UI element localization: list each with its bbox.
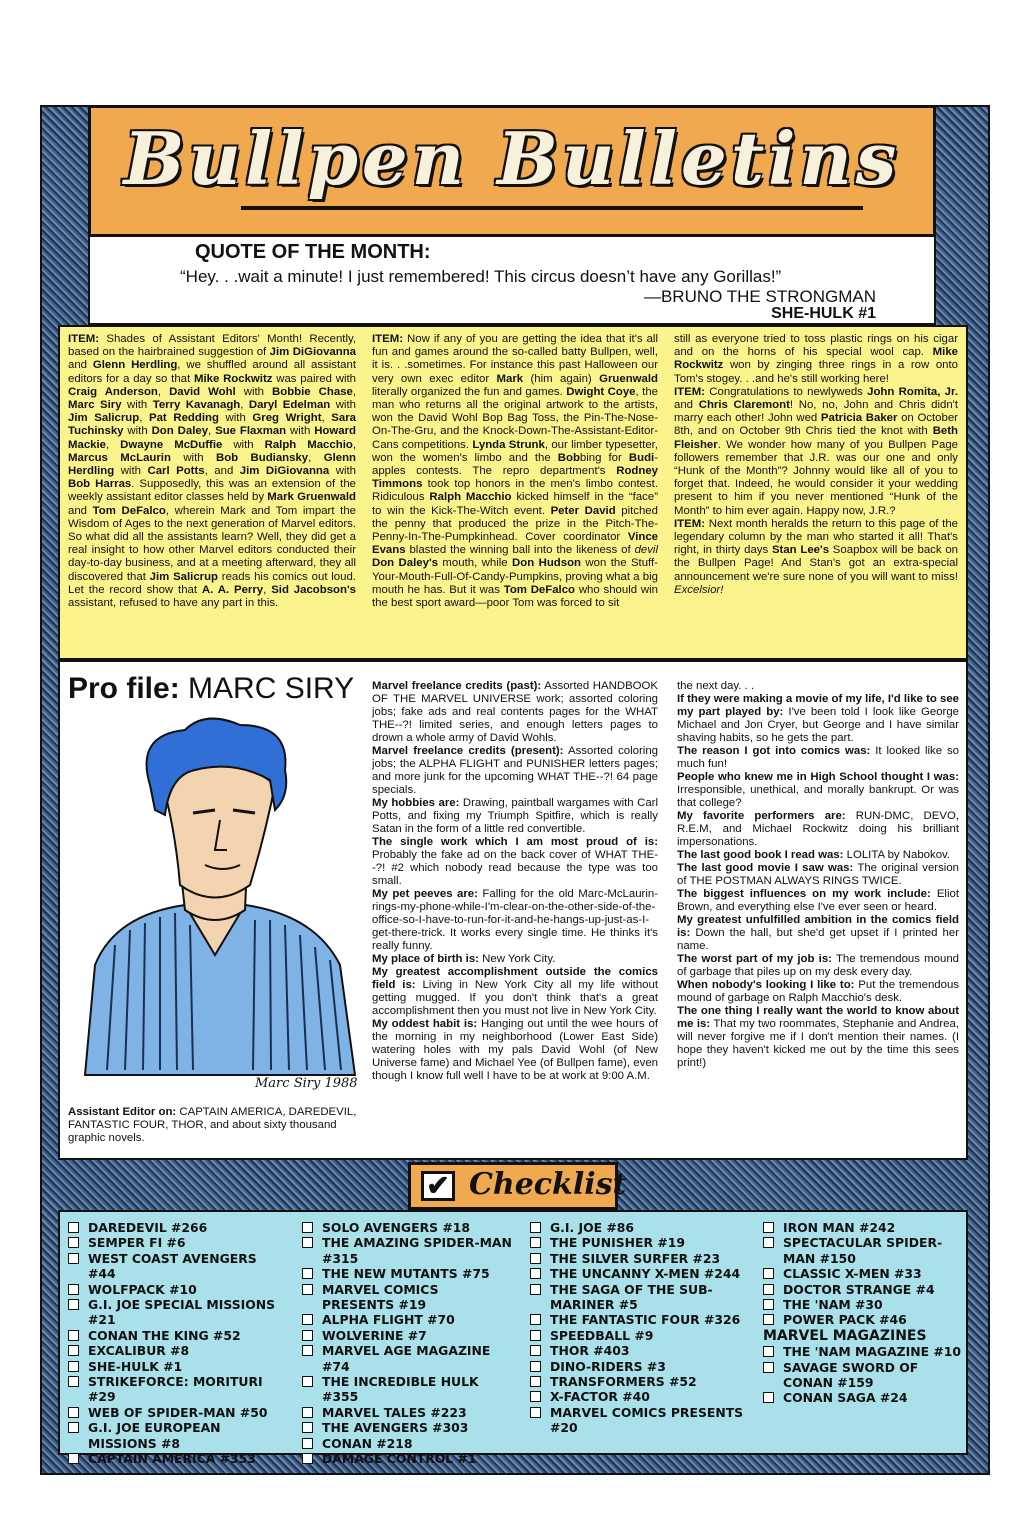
- checklist-item[interactable]: [530, 1389, 750, 1404]
- checkbox[interactable]: [68, 1237, 79, 1248]
- marvel-magazines-heading: MARVEL MAGAZINES: [763, 1327, 927, 1344]
- checklist-item[interactable]: [68, 1359, 278, 1374]
- checklist-item[interactable]: [302, 1328, 512, 1343]
- profile-name: MARC SIRY: [188, 672, 355, 705]
- quote-heading: QUOTE OF THE MONTH:: [195, 241, 431, 263]
- checklist-item-label: THOR #403: [550, 1343, 630, 1359]
- checkbox[interactable]: [302, 1314, 313, 1325]
- checkbox[interactable]: [530, 1222, 541, 1233]
- checklist-item[interactable]: [302, 1343, 512, 1374]
- checkbox[interactable]: [530, 1314, 541, 1325]
- checkbox[interactable]: [68, 1284, 79, 1295]
- checklist-item[interactable]: [302, 1451, 512, 1466]
- checkbox[interactable]: [530, 1284, 541, 1295]
- profile-label: Pro file:: [68, 672, 180, 705]
- checklist-item[interactable]: [302, 1312, 512, 1327]
- checklist-item[interactable]: [530, 1235, 750, 1250]
- banner-underline: [241, 206, 863, 210]
- checklist-item-label: G.I. JOE SPECIAL MISSIONS #21: [88, 1297, 276, 1328]
- checklist-item[interactable]: [763, 1297, 963, 1312]
- checklist-item-label: SOLO AVENGERS #18: [322, 1220, 470, 1235]
- checkbox[interactable]: [530, 1345, 541, 1356]
- checklist-item-label: THE AMAZING SPIDER-MAN #315: [322, 1235, 512, 1266]
- checklist-item[interactable]: [302, 1220, 512, 1235]
- checklist-item-label: THE SAGA OF THE SUB-MARINER #5: [550, 1281, 713, 1313]
- quote-source: SHE-HULK #1: [771, 305, 876, 322]
- checklist-item-label: G.I. JOE #86: [550, 1220, 635, 1235]
- checklist-item[interactable]: [530, 1266, 750, 1281]
- checklist-item-label: SHE-HULK #1: [88, 1358, 183, 1374]
- checkbox[interactable]: [763, 1314, 774, 1325]
- checklist-column-4-list: [763, 1220, 963, 1328]
- checkbox[interactable]: [763, 1299, 774, 1310]
- portrait-signature: Marc Siry 1988: [255, 1076, 358, 1091]
- checklist-item[interactable]: [68, 1251, 278, 1282]
- checklist-item[interactable]: [530, 1220, 750, 1235]
- checklist-item[interactable]: [763, 1390, 963, 1405]
- checklist-item[interactable]: [530, 1374, 750, 1389]
- checklist-item[interactable]: [68, 1374, 278, 1405]
- checkmark-icon: ✔: [421, 1171, 455, 1201]
- checklist-item[interactable]: [68, 1235, 278, 1250]
- profile-title: [68, 672, 354, 706]
- checklist-item[interactable]: [68, 1405, 278, 1420]
- checkbox[interactable]: [302, 1438, 313, 1449]
- checklist-item-label: CONAN THE KING #52: [88, 1327, 241, 1343]
- checkbox[interactable]: [530, 1237, 541, 1248]
- checklist-banner: [408, 1162, 627, 1210]
- checklist-item-label: SPECTACULAR SPIDER-MAN #150: [783, 1235, 943, 1266]
- checklist-item-label: THE SILVER SURFER #23: [550, 1250, 721, 1266]
- checkbox[interactable]: [68, 1345, 79, 1356]
- checkbox[interactable]: [302, 1237, 313, 1248]
- checkbox[interactable]: [763, 1392, 774, 1403]
- checklist-item[interactable]: [302, 1235, 512, 1266]
- checkbox[interactable]: [530, 1407, 541, 1418]
- checklist-item-label: DAREDEVIL #266: [88, 1220, 208, 1235]
- checklist-item-label: EXCALIBUR #8: [88, 1343, 190, 1359]
- checklist-item[interactable]: [530, 1251, 750, 1266]
- checklist-item-label: THE 'NAM MAGAZINE #10: [783, 1344, 962, 1360]
- checklist-item[interactable]: [763, 1312, 963, 1327]
- checklist-item-label: IRON MAN #242: [783, 1220, 896, 1235]
- checklist-item-label: X-FACTOR #40: [550, 1389, 650, 1405]
- checkbox[interactable]: [763, 1362, 774, 1373]
- checklist-item[interactable]: [763, 1282, 963, 1297]
- checkbox[interactable]: [302, 1268, 313, 1279]
- checklist-item[interactable]: [763, 1235, 963, 1266]
- checklist-item-label: DINO-RIDERS #3: [550, 1358, 666, 1374]
- checkbox[interactable]: [763, 1346, 774, 1357]
- checkbox[interactable]: [68, 1299, 79, 1310]
- checklist-item[interactable]: [763, 1344, 963, 1359]
- checklist-item[interactable]: [763, 1220, 963, 1235]
- checklist-item-label: WEST COAST AVENGERS #44: [88, 1250, 257, 1282]
- checkbox[interactable]: [530, 1376, 541, 1387]
- checkbox[interactable]: [530, 1268, 541, 1279]
- checkbox[interactable]: [68, 1253, 79, 1264]
- checklist-item[interactable]: [68, 1220, 278, 1235]
- checklist-item-label: THE UNCANNY X-MEN #244: [550, 1266, 741, 1282]
- checklist-item[interactable]: [530, 1328, 750, 1343]
- checklist-item-label: MARVEL TALES #223: [322, 1404, 467, 1420]
- checklist-item-label: WEB OF SPIDER-MAN #50: [88, 1404, 268, 1420]
- checklist-item-label: CAPTAIN AMERICA #353: [88, 1451, 256, 1467]
- marc-siry-portrait: [75, 715, 365, 1095]
- checklist-item[interactable]: [68, 1343, 278, 1358]
- checklist-item-label: CONAN #218: [322, 1435, 413, 1451]
- checkbox[interactable]: [763, 1284, 774, 1295]
- checklist-item-label: TRANSFORMERS #52: [550, 1374, 697, 1390]
- checklist-item[interactable]: [302, 1266, 512, 1281]
- checklist-item-label: STRIKEFORCE: MORITURI #29: [88, 1374, 263, 1405]
- checklist-item-label: THE AVENGERS #303: [322, 1420, 469, 1436]
- checkbox[interactable]: [68, 1361, 79, 1372]
- checklist-column-4: [763, 1220, 963, 1406]
- checkbox[interactable]: [68, 1407, 79, 1418]
- checklist-item-label: THE FANTASTIC FOUR #326: [550, 1312, 741, 1328]
- checklist-column-1: [68, 1220, 278, 1467]
- checklist-item-label: THE NEW MUTANTS #75: [322, 1266, 490, 1282]
- checkbox[interactable]: [763, 1268, 774, 1279]
- checkbox[interactable]: [763, 1222, 774, 1233]
- checklist-item-label: THE INCREDIBLE HULK #355: [322, 1374, 479, 1405]
- profile-column-3: the next day. . . If they were making a movie of my life, I'd like to see my part played by: I've been told I look like George Michael and Jon Cryer, but George and I have similar shaving habits, so he gets the part. The reason I got into comics was: It looked like so much fun! People who knew me in High School thought I was: Irresponsible, unethical, and morally bankrupt. Or was that college? My favorite performers are: RUN-DMC, DEVO, R.E.M, and Michael Rockwitz doing his brilliant impersonations. The last good book I read was: LOLITA by Nabokov. The last good movie I saw was: The original version of THE POSTMAN ALWAYS RINGS TWICE. The biggest influences on my work include: Eliot Brown, and everything else I've ever seen or heard. My greatest unfulfilled ambition in the comics field is: Down the hall, but she'd get upset if I printed her name. The worst part of my job is: The tremendous mound of garbage that piles up on my desk every day. When nobody's looking I like to: Put the tremendous mound of garbage on Ralph Macchio's desk. The one thing I really want the world to know about me is: That my two roommates, Stephanie and Andrea, will never forgive me if I don't mention their names. (I hope they haven't kicked me out by the time this sees print!): [677, 680, 960, 1069]
- banner-title: Bullpen Bulletins: [123, 116, 901, 201]
- checklist-column-2: [302, 1220, 512, 1467]
- checklist-item[interactable]: [530, 1343, 750, 1358]
- checklist-item[interactable]: [68, 1420, 278, 1451]
- checkbox[interactable]: [68, 1376, 79, 1387]
- checkbox[interactable]: [302, 1407, 313, 1418]
- checkbox[interactable]: [302, 1422, 313, 1433]
- checklist-item-label: THE 'NAM #30: [783, 1297, 883, 1313]
- items-column-1: ITEM: Shades of Assistant Editors' Month! Recently, based on the hairbrained suggestion of Jim DiGiovanna and Glenn Herdling, we shuffled around all assistant editors for a day so that Mike Rockwitz was paired with Craig Anderson, David Wohl with Bobbie Chase, Marc Siry with Terry Kavanagh, Daryl Edelman with Jim Salicrup, Pat Redding with Greg Wright, Sara Tuchinsky with Don Daley, Sue Flaxman with Howard Mackie, Dwayne McDuffie with Ralph Macchio, Marcus McLaurin with Bob Budiansky, Glenn Herdling with Carl Potts, and Jim DiGiovanna with Bob Harras. Supposedly, this was an extension of the weekly assistant editor classes held by Mark Gruenwald and Tom DeFalco, wherein Mark and Tom impart the Wisdom of Ages to the next generation of Marvel editors. So what did all the assistants learn? Well, they did get a real insight to how other Marvel editors conducted their day-to-day business, and at a meeting afterward, they all discovered that Jim Salicrup reads his comics out loud. Let the record show that A. A. Perry, Sid Jacobson's assistant, refused to have any part in this.: [68, 333, 357, 610]
- checklist-item-label: MARVEL COMICS PRESENTS #20: [550, 1404, 744, 1436]
- checklist-item-label: MARVEL COMICS PRESENTS #19: [322, 1281, 439, 1313]
- checkbox[interactable]: [530, 1361, 541, 1372]
- checklist-item[interactable]: [68, 1282, 278, 1297]
- checklist-item-label: SAVAGE SWORD OF CONAN #159: [783, 1359, 919, 1391]
- checklist-item-label: CLASSIC X-MEN #33: [783, 1266, 922, 1282]
- checkbox[interactable]: [68, 1330, 79, 1341]
- checklist-column-3: [530, 1220, 750, 1436]
- checklist-item-label: WOLFPACK #10: [88, 1281, 197, 1297]
- checklist-item-label: MARVEL AGE MAGAZINE #74: [322, 1343, 491, 1374]
- checkbox[interactable]: [68, 1222, 79, 1233]
- checkbox[interactable]: [302, 1345, 313, 1356]
- checklist-item[interactable]: [302, 1405, 512, 1420]
- items-column-2: ITEM: Now if any of you are getting the idea that it's all fun and games around the so-called batty Bullpen, well, it is. . .sometimes. For instance this past Halloween our very own exec editor Mark (him again) Gruenwald literally organized the fun and games. Dwight Coye, the man who returns all the original artwork to the artists, won the David Wohl Bop Bag Toss, the Pin-The-Nose-On-The-Gru, and the Knock-Down-The-Assistant-Editor-Cans competitions. Lynda Strunk, our limber typesetter, won the women's limbo and the Bobbing for Budi-apples contests. The repro department's Rodney Timmons took top honors in the men's limbo contest. Ridiculous Ralph Macchio kicked himself in the “face” to win the Kick-The-Witch event. Peter David pitched the penny that produced the prize in the Pitch-The-Penny-In-The-Pumpkinhead. Cover coordinator Vince Evans blasted the winning ball into the likeness of devil Don Daley's mouth, while Don Hudson won the Stuff-Your-Mouth-Full-Of-Candy-Pumpkins, proving what a big mouth he has. But it was Tom DeFalco who should win the best sport award—poor Tom was forced to sit: [372, 333, 659, 610]
- checklist-item-label: DOCTOR STRANGE #4: [783, 1281, 935, 1297]
- profile-column-2: Marvel freelance credits (past): Assorted HANDBOOK OF THE MARVEL UNIVERSE work; assorted coloring jobs; fake ads and real contents pages for the WHAT THE--?! limited series, and enough letters pages to drown a whole army of David Wohls. Marvel freelance credits (present): Assorted coloring jobs; the ALPHA FLIGHT and PUNISHER letters pages; and more junk for the upcoming WHAT THE--?! 64 page specials. My hobbies are: Drawing, paintball wargames with Carl Potts, and fixing my Triumph Spitfire, which is really Satan in the form of a little red convertible. The single work which I am most proud of is: Probably the fake ad on the back cover of WHAT THE--?! #2 which nobody read because the type was too small. My pet peeves are: Falling for the old Marc-McLaurin-rings-my-phone-while-I'm-clear-on-the-other-side-of-the-office-so-I-have-to-run-for-it-and-he-hangs-up-just-as-I-get-there-trick. It works every single time. He thinks it's really funny. My place of birth is: New York City. My greatest accomplishment outside the comics field is: Living in New York City all my life without getting mugged. If you don't think that's a great accomplishment then you must not live in New York City. My oddest habit is: Hanging out until the wee hours of the morning in my neighborhood (Lower East Side) watering holes with my pals David Wohl (of New Universe fame) and Michael Yee (of Bullpen fame), even though I know full well I have to be at work at 9:00 A.M.: [372, 680, 659, 1082]
- checklist-item[interactable]: [302, 1420, 512, 1435]
- checkbox[interactable]: [302, 1284, 313, 1295]
- checklist-item[interactable]: [302, 1282, 512, 1313]
- items-column-3: still as everyone tried to toss plastic rings on his cigar and on the horns of his special wool cap. Mike Rockwitz won by zinging three rings in a row onto Tom's stogey. . .and he's still working here! ITEM: Congratulations to newlyweds John Romita, Jr. and Chris Claremont! No, no, John and Chris didn't marry each other! John wed Patricia Baker on October 8th, and on October 9th Chris tied the knot with Beth Fleisher. We wonder how many of you Bullpen Page followers remember that J.R. was our one and only “Hunk of the Month”? Johnny would like all of you to forget that. Indeed, he would consider it your wedding present to him if you never mentioned “Hunk of the Month” to him ever again. Happy now, J.R.? ITEM: Next month heralds the return to this page of the legendary column by the man who started it all! That's right, in thirty days Stan Lee's Soapbox will be back on the Bullpen Page! And Stan's got an extra-special announcement we're sure none of you will want to miss! Excelsior!: [674, 333, 958, 596]
- checklist-item-label: G.I. JOE EUROPEAN MISSIONS #8: [88, 1420, 221, 1451]
- checkbox[interactable]: [68, 1453, 79, 1464]
- checklist-item[interactable]: [530, 1359, 750, 1374]
- checkbox[interactable]: [763, 1237, 774, 1248]
- checklist-item-label: THE PUNISHER #19: [550, 1235, 685, 1251]
- assistant-editor-on: Assistant Editor on: CAPTAIN AMERICA, DAREDEVIL, FANTASTIC FOUR, THOR, and about sixty thousand graphic novels.: [68, 1106, 357, 1144]
- checkbox[interactable]: [530, 1330, 541, 1341]
- checkbox[interactable]: [530, 1391, 541, 1402]
- checklist-item[interactable]: [68, 1328, 278, 1343]
- bullpen-banner: [88, 105, 936, 237]
- checklist-item[interactable]: [763, 1266, 963, 1281]
- checklist-magazines-list: [763, 1344, 963, 1406]
- checklist-item[interactable]: [68, 1451, 278, 1466]
- quote-attribution: —BRUNO THE STRONGMAN: [643, 287, 876, 306]
- checklist-item-label: POWER PACK #46: [783, 1312, 907, 1328]
- checkbox[interactable]: [530, 1253, 541, 1264]
- checklist-item[interactable]: [68, 1297, 278, 1328]
- checklist-item-label: WOLVERINE #7: [322, 1327, 427, 1343]
- checklist-item[interactable]: [530, 1312, 750, 1327]
- quote-text: “Hey. . .wait a minute! I just remembered! This circus doesn’t have any Gorillas!”: [180, 267, 782, 286]
- checklist-item-label: ALPHA FLIGHT #70: [322, 1312, 455, 1328]
- checklist-item[interactable]: [302, 1436, 512, 1451]
- checkbox[interactable]: [302, 1222, 313, 1233]
- checkbox[interactable]: [302, 1330, 313, 1341]
- checklist-item-label: DAMAGE CONTROL #1: [322, 1451, 477, 1467]
- checklist-item[interactable]: [763, 1360, 963, 1391]
- checklist-item[interactable]: [302, 1374, 512, 1405]
- quote-of-the-month: [88, 235, 936, 325]
- checklist-item[interactable]: [530, 1282, 750, 1313]
- checklist-item[interactable]: [530, 1405, 750, 1436]
- checklist-title: Checklist: [469, 1167, 627, 1202]
- checkbox[interactable]: [68, 1422, 79, 1433]
- checklist-item-label: CONAN SAGA #24: [783, 1390, 908, 1406]
- checkbox[interactable]: [302, 1376, 313, 1387]
- checklist-item-label: SEMPER FI #6: [88, 1235, 186, 1251]
- checklist-item-label: SPEEDBALL #9: [550, 1327, 654, 1343]
- checkbox[interactable]: [302, 1453, 313, 1464]
